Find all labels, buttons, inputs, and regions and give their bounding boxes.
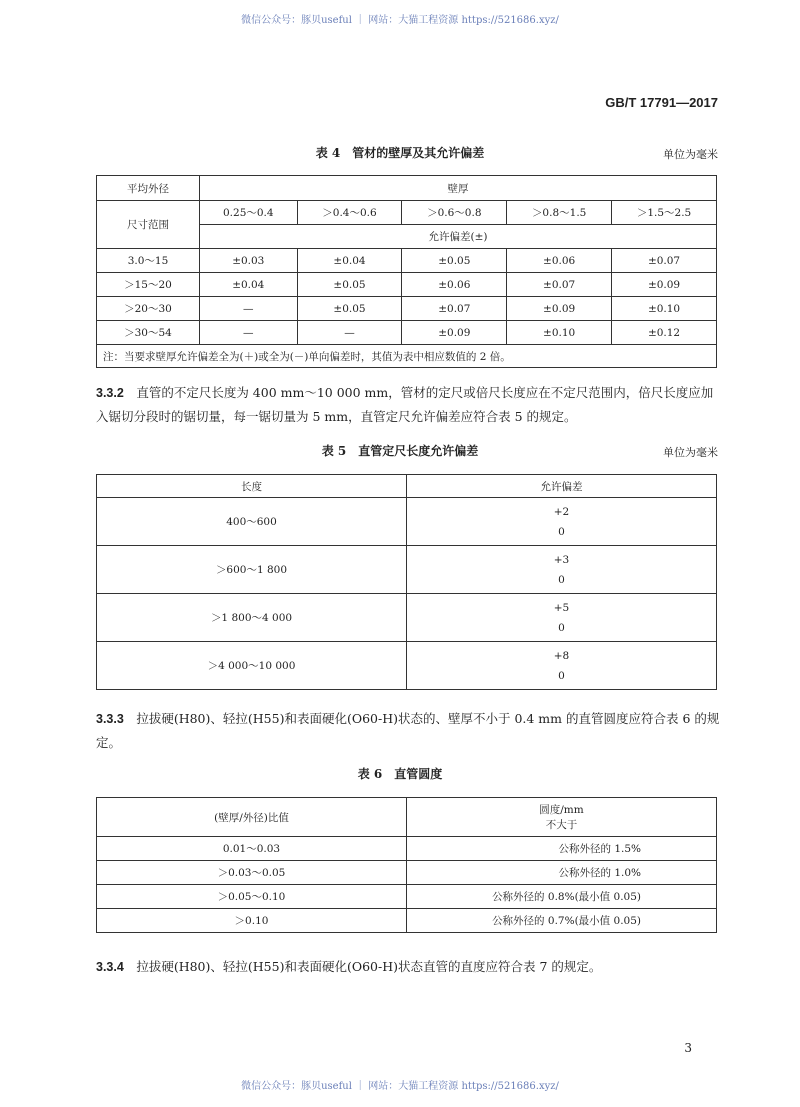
- table-row: [97, 273, 717, 297]
- table-cell: ±0.09: [507, 297, 612, 321]
- paragraph-3-3-2: [96, 381, 721, 428]
- header-cell: (壁厚/外径)比值: [97, 798, 407, 837]
- table5: [96, 474, 717, 690]
- table-cell: ±0.09: [402, 321, 507, 345]
- header-line: 不大于: [545, 819, 578, 831]
- header-cell: 壁厚: [200, 176, 717, 201]
- table-cell: [407, 642, 717, 690]
- paragraph-3-3-3: [96, 707, 721, 754]
- table4-unit: 单位为毫米: [663, 148, 718, 161]
- clause-number: 3.3.2: [96, 386, 124, 400]
- tolerance-value: +5: [553, 601, 570, 614]
- table-row: [97, 837, 717, 861]
- tolerance-value: 0: [558, 621, 565, 634]
- table-row: [97, 546, 717, 594]
- standard-number: GB/T 17791—2017: [605, 95, 718, 110]
- table-cell: ±0.06: [507, 249, 612, 273]
- watermark-bottom: 微信公众号：豚贝useful ｜ 网站：大猫工程资源 https://521686.xyz/: [241, 1081, 559, 1092]
- table5-title: 表 5 直管定尺长度允许偏差: [321, 444, 479, 458]
- table4-note: 注：当要求壁厚允许偏差全为(＋)或全为(－)单向偏差时，其值为表中相应数值的 2 倍。: [97, 345, 717, 368]
- tolerance-value: +3: [553, 553, 570, 566]
- header-cell: ＞0.4～0.6: [297, 201, 402, 225]
- table4: [96, 175, 717, 368]
- watermark-top: 微信公众号：豚贝useful ｜ 网站：大猫工程资源 https://521686.xyz/: [241, 15, 559, 26]
- table6: [96, 797, 717, 933]
- clause-number: 3.3.3: [96, 712, 124, 726]
- table-cell: 公称外径的 0.8%(最小值 0.05): [407, 885, 717, 909]
- table-cell: ＞1 800～4 000: [97, 594, 407, 642]
- table-row: [97, 249, 717, 273]
- table-cell: ±0.06: [402, 273, 507, 297]
- table-cell: 400～600: [97, 498, 407, 546]
- table-cell: ＞30～54: [97, 321, 200, 345]
- header-cell: 长度: [97, 475, 407, 498]
- table-cell: ±0.05: [297, 273, 402, 297]
- table-row: [97, 297, 717, 321]
- table-row: [97, 909, 717, 933]
- clause-text: 直管的不定尺长度为 400 mm～10 000 mm，管材的定尺或倍尺长度应在不定尺范围内，倍尺长度应加入锯切分段时的锯切量，每一锯切量为 5 mm，直管定尺允许偏差应符合表 5 的规定。: [96, 385, 714, 424]
- table-cell: ＞600～1 800: [97, 546, 407, 594]
- table-cell: ±0.10: [507, 321, 612, 345]
- table-cell: ＞15～20: [97, 273, 200, 297]
- table-cell: [407, 498, 717, 546]
- table-row: [97, 885, 717, 909]
- header-cell: ＞0.6～0.8: [402, 201, 507, 225]
- header-cell: ＞1.5～2.5: [612, 201, 717, 225]
- header-cell: 允许偏差: [407, 475, 717, 498]
- table-cell: ±0.05: [297, 297, 402, 321]
- tolerance-value: 0: [558, 669, 565, 682]
- tolerance-value: +2: [553, 505, 570, 518]
- table-row: [97, 498, 717, 546]
- table-cell: ＞0.03～0.05: [97, 861, 407, 885]
- header-cell: ＞0.8～1.5: [507, 201, 612, 225]
- header-cell: 允许偏差(±): [200, 225, 717, 249]
- table-cell: —: [200, 321, 298, 345]
- table-cell: ±0.04: [297, 249, 402, 273]
- table-row: [97, 594, 717, 642]
- table-cell: ±0.07: [402, 297, 507, 321]
- table-cell: [407, 594, 717, 642]
- table-cell: ±0.07: [507, 273, 612, 297]
- table-cell: 0.01～0.03: [97, 837, 407, 861]
- table-cell: 公称外径的 1.0%: [407, 861, 717, 885]
- header-cell: 平均外径: [97, 176, 200, 201]
- table-cell: ±0.12: [612, 321, 717, 345]
- table-cell: 3.0～15: [97, 249, 200, 273]
- tolerance-value: 0: [558, 525, 565, 538]
- header-line: 圆度/mm: [539, 804, 584, 816]
- table-cell: ±0.03: [200, 249, 298, 273]
- table-cell: 公称外径的 0.7%(最小值 0.05): [407, 909, 717, 933]
- table5-unit: 单位为毫米: [663, 446, 718, 459]
- page-number: 3: [684, 1041, 692, 1055]
- header-cell: 0.25～0.4: [200, 201, 298, 225]
- table-cell: 公称外径的 1.5%: [407, 837, 717, 861]
- clause-text: 拉拔硬(H80)、轻拉(H55)和表面硬化(O60-H)状态的、壁厚不小于 0.4 mm 的直管圆度应符合表 6 的规定。: [96, 711, 720, 750]
- table-cell: ＞20～30: [97, 297, 200, 321]
- tolerance-value: 0: [558, 573, 565, 586]
- table-row: [97, 642, 717, 690]
- clause-text: 拉拔硬(H80)、轻拉(H55)和表面硬化(O60-H)状态直管的直度应符合表 7 的规定。: [136, 959, 602, 974]
- table-cell: ±0.10: [612, 297, 717, 321]
- table-cell: ＞4 000～10 000: [97, 642, 407, 690]
- table-cell: ±0.04: [200, 273, 298, 297]
- table-cell: ±0.05: [402, 249, 507, 273]
- header-cell: [407, 798, 717, 837]
- table-cell: ＞0.10: [97, 909, 407, 933]
- table6-title: 表 6 直管圆度: [357, 767, 443, 781]
- table-cell: [407, 546, 717, 594]
- table-row: [97, 861, 717, 885]
- table4-title: 表 4 管材的壁厚及其允许偏差: [315, 146, 485, 160]
- table-cell: —: [297, 321, 402, 345]
- table-cell: ±0.09: [612, 273, 717, 297]
- paragraph-3-3-4: [96, 955, 721, 979]
- clause-number: 3.3.4: [96, 960, 124, 974]
- tolerance-value: +8: [553, 649, 570, 662]
- table-cell: ＞0.05～0.10: [97, 885, 407, 909]
- table-cell: ±0.07: [612, 249, 717, 273]
- table-row: [97, 321, 717, 345]
- table-cell: —: [200, 297, 298, 321]
- header-cell: 尺寸范围: [97, 201, 200, 249]
